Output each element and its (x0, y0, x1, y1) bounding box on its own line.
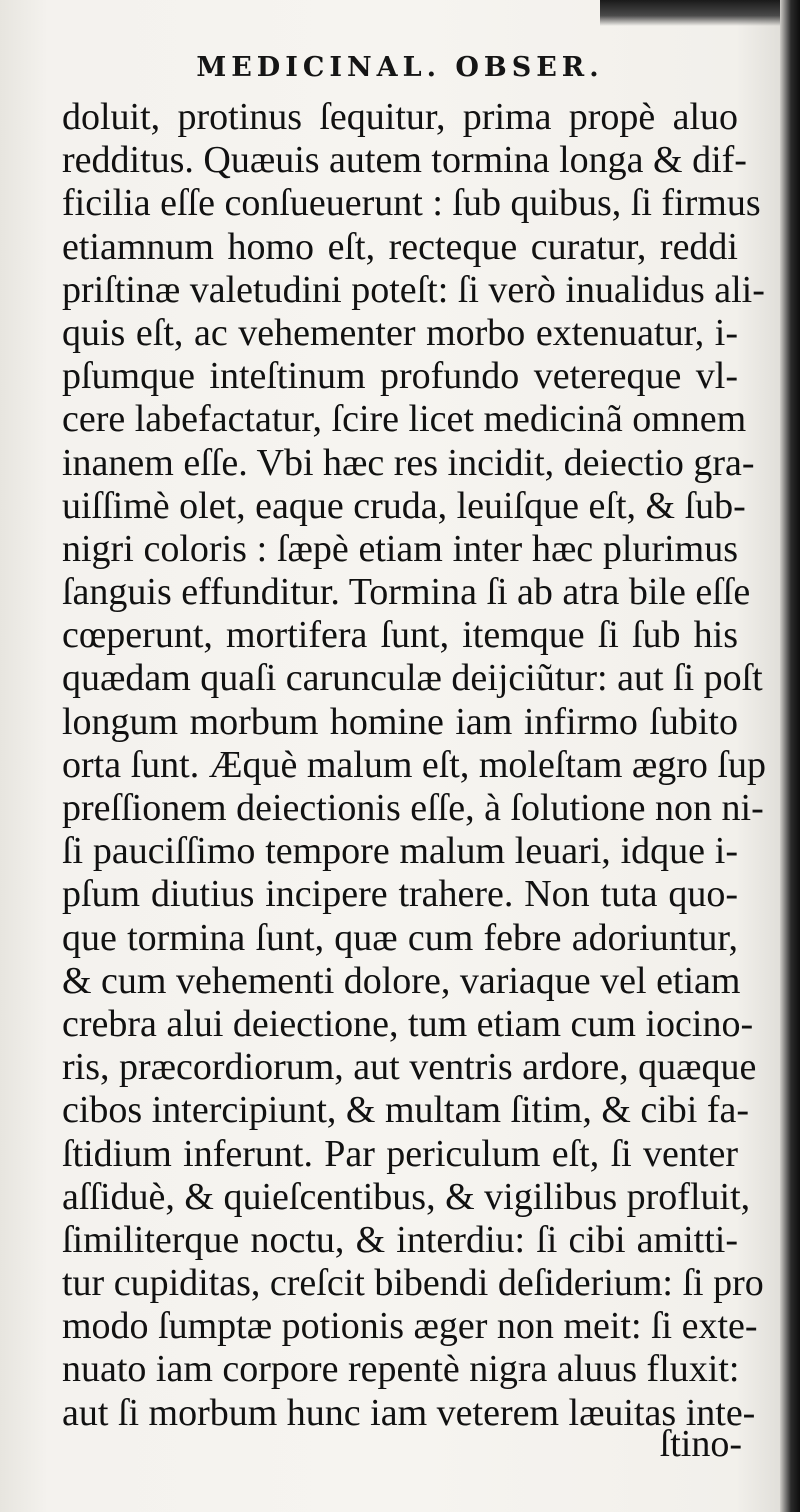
text-line: quis eſt, ac vehementer morbo extenuatur, i- (62, 311, 738, 354)
text-line: aſſiduè, & quieſcentibus, & vigilibus profluit, (62, 1175, 751, 1218)
running-head: MEDICINAL. OBSER. (196, 52, 604, 83)
text-line: inanem eſſe. Vbi hæc res incidit, deiectio gra- (62, 441, 755, 484)
body-text (62, 96, 766, 1435)
text-line: quædam quaſi carunculæ deijciũtur: aut ſi poſt (62, 657, 763, 700)
text-line: cibos intercipiunt, & multam ſitim, & cibi fa- (62, 1089, 750, 1132)
text-line: pſum diutius incipere trahere. Non tuta quo- (62, 873, 738, 916)
text-line: cœperunt, mortifera ſunt, itemque ſi ſub his (62, 614, 738, 657)
text-line: etiamnum homo eſt, recteque curatur, reddi (62, 225, 738, 268)
page-shadow-top (600, 0, 800, 26)
text-line: ficilia eſſe conſueuerunt : ſub quibus, ſi firmus (62, 182, 761, 225)
text-line: ſanguis effunditur. Tormina ſi ab atra bile eſſe (62, 571, 751, 614)
text-line: nuato iam corpore repentè nigra aluus fluxit: (62, 1348, 740, 1391)
text-line: tur cupiditas, creſcit bibendi deſiderium: ſi pro (62, 1262, 764, 1305)
text-line: aut ſi morbum hunc iam veterem læuitas inte- (62, 1391, 756, 1434)
text-line: priſtinæ valetudini poteſt: ſi verò inualidus ali- (62, 268, 765, 311)
text-line: doluit, protinus ſequitur, prima propè aluo (62, 96, 738, 138)
page-gutter-shadow (780, 0, 800, 1512)
text-line: redditus. Quæuis autem tormina longa & dif- (62, 139, 747, 182)
text-line: & cum vehementi dolore, variaque vel etiam (62, 959, 741, 1002)
text-line: longum morbum homine iam infirmo ſubito (62, 700, 738, 743)
text-line: preſſionem deiectionis eſſe, à ſolutione non ni- (62, 787, 764, 829)
text-line: orta ſunt. Æquè malum eſt, moleſtam ægro ſup (62, 743, 766, 786)
text-line: modo ſumptæ potionis æger non meit: ſi exte- (62, 1305, 758, 1348)
catchword: ſtino- (659, 1423, 742, 1465)
text-line: cere labefactatur, ſcire licet medicinã omnem (62, 398, 747, 441)
text-line: que tormina ſunt, quæ cum febre adoriuntur, (62, 916, 738, 959)
text-line: ſi pauciſſimo tempore malum leuari, idque i- (62, 830, 738, 873)
text-line: uiſſimè olet, eaque cruda, leuiſque eſt, & ſub- (62, 484, 746, 527)
text-line: pſumque inteſtinum profundo vetereque vl- (62, 355, 738, 398)
text-line: crebra alui deiectione, tum etiam cum iocino- (62, 1002, 754, 1045)
text-line: ſtidium inferunt. Par periculum eſt, ſi venter (62, 1132, 738, 1175)
text-line: nigri coloris : ſæpè etiam inter hæc plurimus (62, 527, 738, 570)
text-line: ris, præcordiorum, aut ventris ardore, quæque (62, 1046, 757, 1089)
text-line: ſimiliterque noctu, & interdiu: ſi cibi amitti- (62, 1218, 738, 1261)
